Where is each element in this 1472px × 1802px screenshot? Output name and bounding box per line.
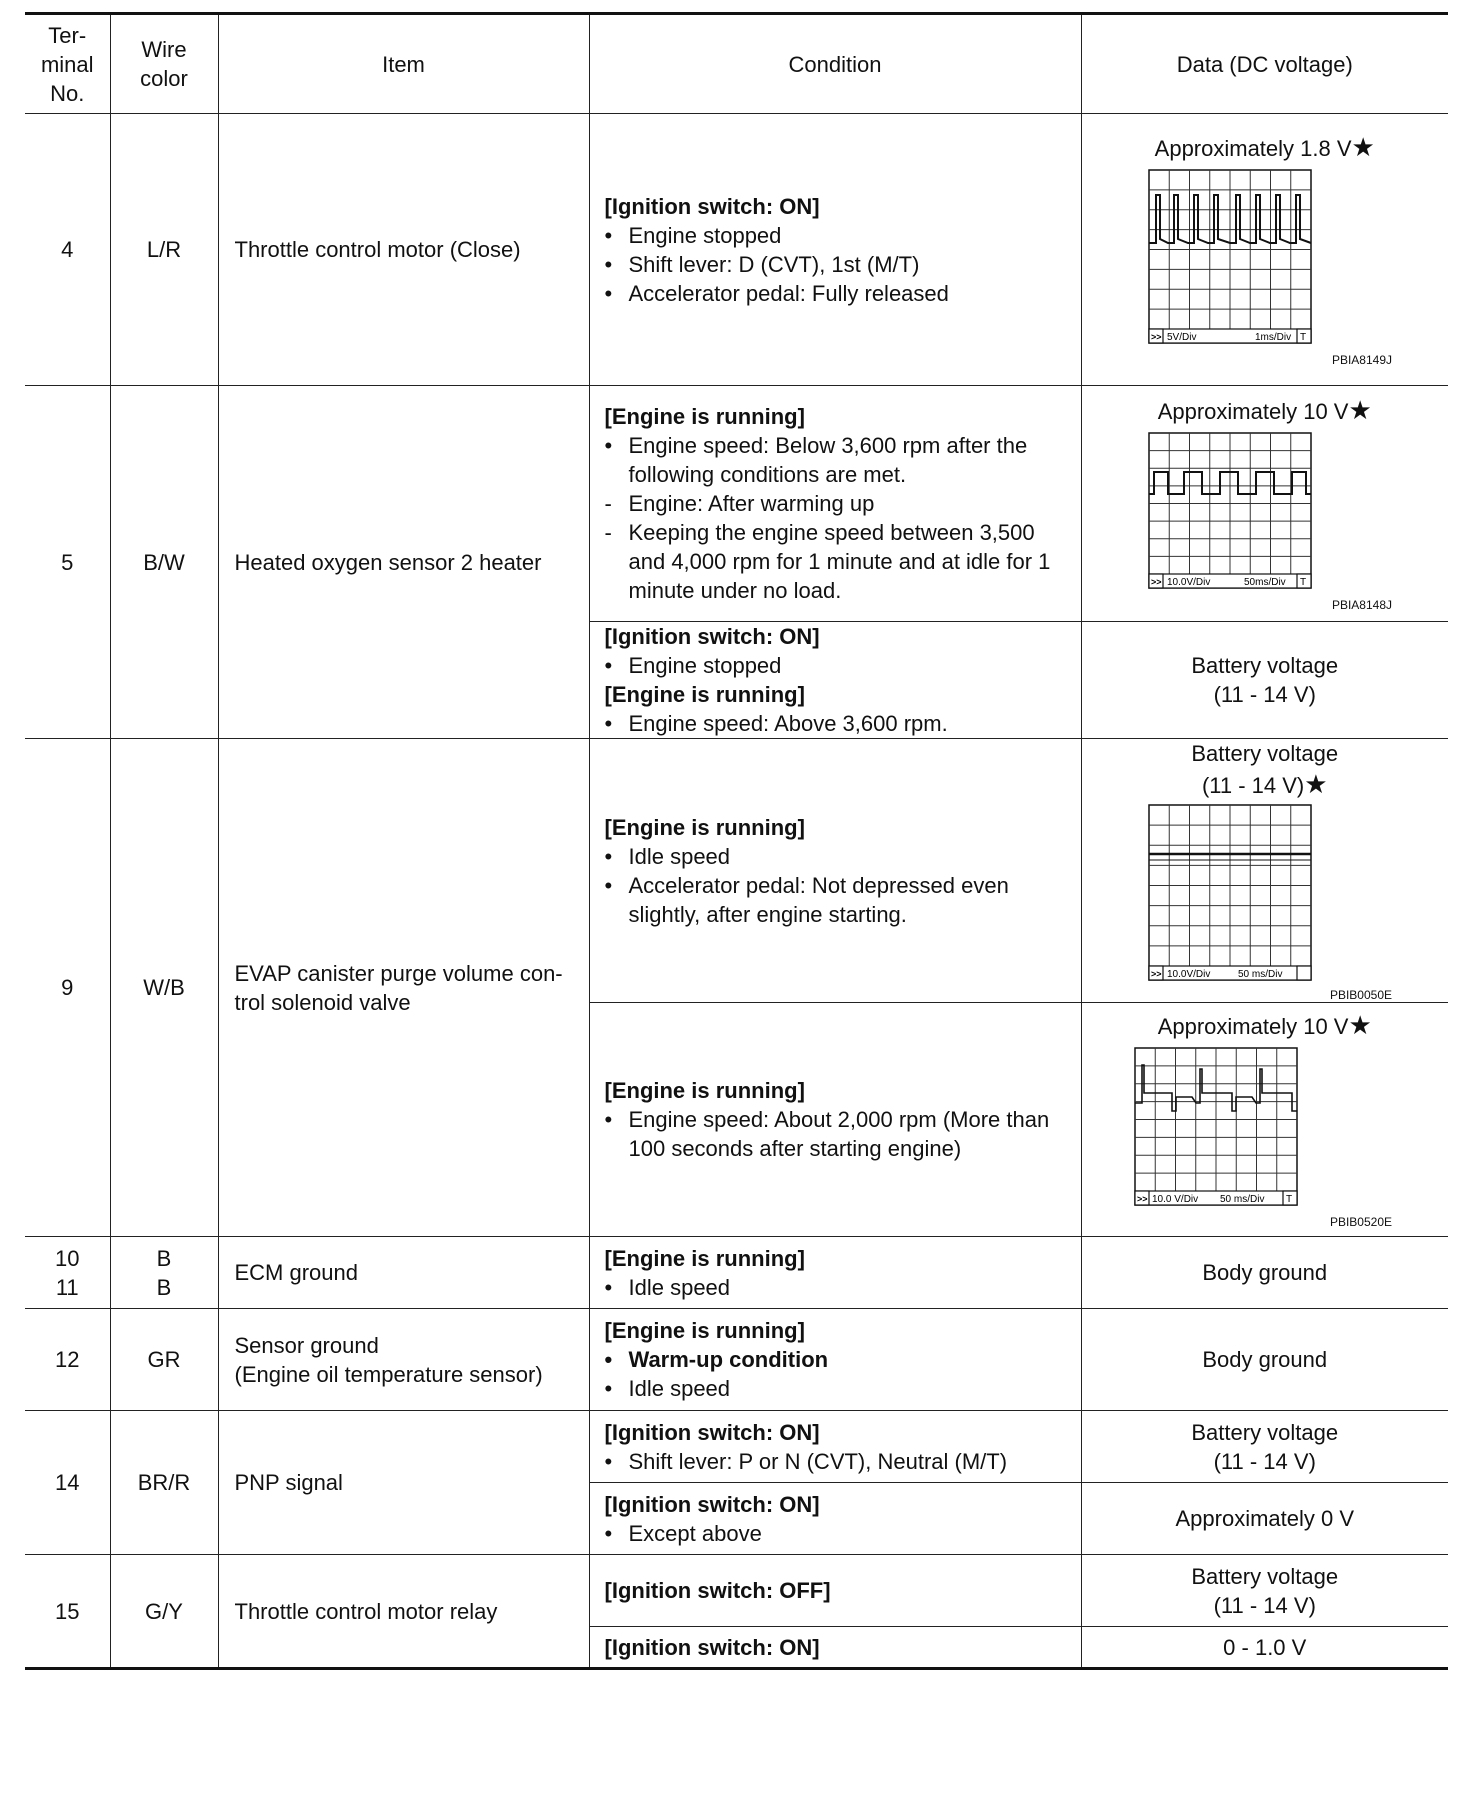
condition-heading: [Engine is running] — [604, 814, 805, 840]
wire-cell: GR — [110, 1309, 218, 1411]
terminal-cell: 4 — [25, 114, 110, 386]
scope-time-per-div: 50 ms/Div — [1237, 969, 1282, 980]
oscilloscope-waveform — [1132, 1045, 1302, 1207]
terminal-cell: 12 — [25, 1309, 110, 1411]
star-icon: ★ — [1348, 394, 1372, 425]
condition-heading: [Ignition switch: ON] — [604, 1491, 820, 1517]
data-cell — [1081, 386, 1448, 622]
wire-cell: L/R — [110, 114, 218, 386]
item-cell: PNP signal — [218, 1411, 589, 1555]
header-wire-line: Wire — [141, 37, 187, 62]
item-line: (Engine oil temperature sensor) — [234, 1361, 543, 1387]
condition-cell — [589, 1237, 1081, 1309]
data-value: Approximately 10 V★ — [1157, 1009, 1372, 1040]
condition-heading: [Ignition switch: OFF] — [604, 1578, 831, 1603]
item-cell: Heated oxygen sensor 2 heater — [218, 386, 589, 739]
figure-code: PBIB0050E — [1329, 988, 1392, 1002]
condition-cell — [589, 114, 1081, 386]
ecm-terminal-table — [25, 12, 1448, 1670]
condition-bullet: • Warm-up condition — [604, 1347, 829, 1372]
condition-cell — [589, 1003, 1081, 1237]
condition-heading: [Ignition switch: ON] — [604, 1419, 820, 1445]
condition-cell — [589, 1555, 1081, 1627]
header-terminal-line: Ter- — [48, 22, 87, 48]
star-icon: ★ — [1348, 1009, 1372, 1040]
header-terminal — [25, 14, 110, 114]
data-value: (11 - 14 V) — [1213, 682, 1316, 707]
condition-sub-item: - Keeping the engine speed between 3,500 and 4,000 rpm for 1 minute and at idle for 1 minute under no load. — [604, 520, 1051, 603]
condition-bullet: • Engine speed: Below 3,600 rpm after the following conditions are met. — [604, 433, 1028, 487]
condition-heading: [Engine is running] — [604, 682, 805, 707]
item-cell: Throttle control motor (Close) — [218, 114, 589, 386]
scope-trigger: T — [1285, 1193, 1292, 1205]
condition-bullet: • Engine stopped — [604, 222, 782, 248]
oscilloscope-waveform — [1146, 802, 1316, 982]
table-row — [25, 739, 1448, 1003]
condition-bullet: • Shift lever: P or N (CVT), Neutral (M/T) — [604, 1448, 1008, 1474]
table-row — [25, 386, 1448, 622]
item-cell: Throttle control motor relay — [218, 1555, 589, 1669]
data-cell — [1081, 1003, 1448, 1237]
data-value: (11 - 14 V)★ — [1201, 769, 1328, 799]
condition-bullet: • Accelerator pedal: Fully released — [604, 280, 949, 306]
data-value: Approximately 1.8 V★ — [1154, 131, 1375, 162]
condition-cell — [589, 1483, 1081, 1555]
figure-code: PBIB0520E — [1329, 1214, 1392, 1229]
terminal-number: 11 — [55, 1274, 79, 1300]
header-data: Data (DC voltage) — [1081, 14, 1448, 114]
wire-cell: W/B — [110, 739, 218, 1237]
header-wire-line: color — [140, 66, 188, 91]
scope-arrows: >> — [1150, 331, 1162, 342]
terminal-cell: 9 — [25, 739, 110, 1237]
wire-color: B — [156, 1274, 172, 1300]
condition-bullet: • Except above — [604, 1520, 762, 1546]
data-cell: Body ground — [1081, 1237, 1448, 1309]
data-value: (11 - 14 V) — [1213, 1448, 1316, 1474]
condition-bullet: • Engine speed: About 2,000 rpm (More than 100 seconds after starting engine) — [604, 1107, 1050, 1161]
item-cell: ECM ground — [218, 1237, 589, 1309]
terminal-number: 10 — [55, 1245, 80, 1271]
scope-volts-per-div: 5V/Div — [1166, 331, 1196, 343]
data-cell — [1081, 114, 1448, 386]
condition-heading: [Engine is running] — [604, 1245, 805, 1271]
scope-arrows: >> — [1150, 969, 1162, 979]
condition-heading: [Engine is running] — [604, 404, 805, 429]
data-value: Battery voltage — [1191, 1419, 1339, 1445]
scope-grid — [1135, 1048, 1297, 1205]
condition-cell — [589, 1411, 1081, 1483]
data-cell — [1081, 622, 1448, 739]
header-condition: Condition — [589, 14, 1081, 114]
terminal-cell — [25, 1237, 110, 1309]
data-value: (11 - 14 V) — [1213, 1592, 1316, 1618]
condition-cell — [589, 622, 1081, 739]
condition-heading: [Engine is running] — [604, 1078, 805, 1103]
data-cell: Approximately 0 V — [1081, 1483, 1448, 1555]
condition-cell — [589, 739, 1081, 1003]
data-cell — [1081, 1555, 1448, 1627]
wire-cell: G/Y — [110, 1555, 218, 1669]
scope-time-per-div: 50ms/Div — [1243, 576, 1286, 588]
condition-bullet: • Idle speed — [604, 1274, 731, 1300]
data-cell: Body ground — [1081, 1309, 1448, 1411]
oscilloscope-waveform — [1146, 430, 1316, 590]
wire-cell: BR/R — [110, 1411, 218, 1555]
data-value: Battery voltage — [1191, 741, 1339, 766]
table-row — [25, 1309, 1448, 1411]
scope-volts-per-div: 10.0V/Div — [1166, 969, 1210, 980]
condition-bullet: • Engine stopped — [604, 653, 782, 678]
scope-volts-per-div: 10.0 V/Div — [1151, 1193, 1198, 1205]
scope-arrows: >> — [1136, 1193, 1148, 1204]
terminal-cell: 14 — [25, 1411, 110, 1555]
scope-trigger: T — [1299, 331, 1306, 343]
condition-heading: [Ignition switch: ON] — [604, 1634, 820, 1660]
data-cell — [1081, 739, 1448, 1003]
figure-code: PBIA8149J — [1331, 352, 1392, 367]
data-value: Battery voltage — [1191, 653, 1339, 678]
condition-heading: [Engine is running] — [604, 1318, 805, 1343]
figure-code: PBIA8148J — [1331, 597, 1392, 612]
scope-grid — [1149, 433, 1311, 588]
table-row — [25, 1237, 1448, 1309]
condition-sub-item: - Engine: After warming up — [604, 491, 875, 516]
scope-time-per-div: 1ms/Div — [1254, 331, 1291, 343]
scope-volts-per-div: 10.0V/Div — [1166, 576, 1210, 588]
header-wire — [110, 14, 218, 114]
condition-bullet: • Idle speed — [604, 843, 731, 869]
condition-bullet: • Idle speed — [604, 1376, 731, 1401]
condition-heading: [Ignition switch: ON] — [604, 193, 820, 219]
table-row — [25, 1555, 1448, 1627]
table-row — [25, 1411, 1448, 1483]
item-line: Sensor ground — [234, 1332, 379, 1358]
condition-cell — [589, 1627, 1081, 1669]
terminal-cell: 5 — [25, 386, 110, 739]
condition-bullet: • Engine speed: Above 3,600 rpm. — [604, 711, 948, 736]
star-icon: ★ — [1351, 131, 1375, 162]
condition-cell — [589, 1309, 1081, 1411]
condition-heading: [Ignition switch: ON] — [604, 624, 820, 649]
scope-time-per-div: 50 ms/Div — [1219, 1193, 1264, 1205]
data-value: Battery voltage — [1191, 1563, 1339, 1589]
condition-bullet: • Shift lever: D (CVT), 1st (M/T) — [604, 251, 920, 277]
wire-cell: B/W — [110, 386, 218, 739]
item-cell: EVAP canister purge volume con-trol solenoid valve — [218, 739, 589, 1237]
header-item: Item — [218, 14, 589, 114]
data-cell: 0 - 1.0 V — [1081, 1627, 1448, 1669]
header-terminal-line: minal — [40, 51, 94, 77]
item-cell — [218, 1309, 589, 1411]
condition-cell — [589, 386, 1081, 622]
data-value: Approximately 10 V★ — [1157, 394, 1372, 425]
star-icon: ★ — [1304, 769, 1328, 799]
scope-arrows: >> — [1150, 576, 1162, 587]
wire-color: B — [156, 1245, 172, 1271]
scope-trigger: T — [1299, 576, 1306, 588]
oscilloscope-waveform — [1146, 167, 1316, 345]
header-row — [25, 14, 1448, 114]
header-terminal-line: No. — [50, 80, 85, 106]
data-cell — [1081, 1411, 1448, 1483]
table-row — [25, 114, 1448, 386]
scope-grid — [1149, 805, 1311, 980]
condition-bullet: • Accelerator pedal: Not depressed even slightly, after engine starting. — [604, 872, 1009, 927]
terminal-cell: 15 — [25, 1555, 110, 1669]
wire-cell — [110, 1237, 218, 1309]
